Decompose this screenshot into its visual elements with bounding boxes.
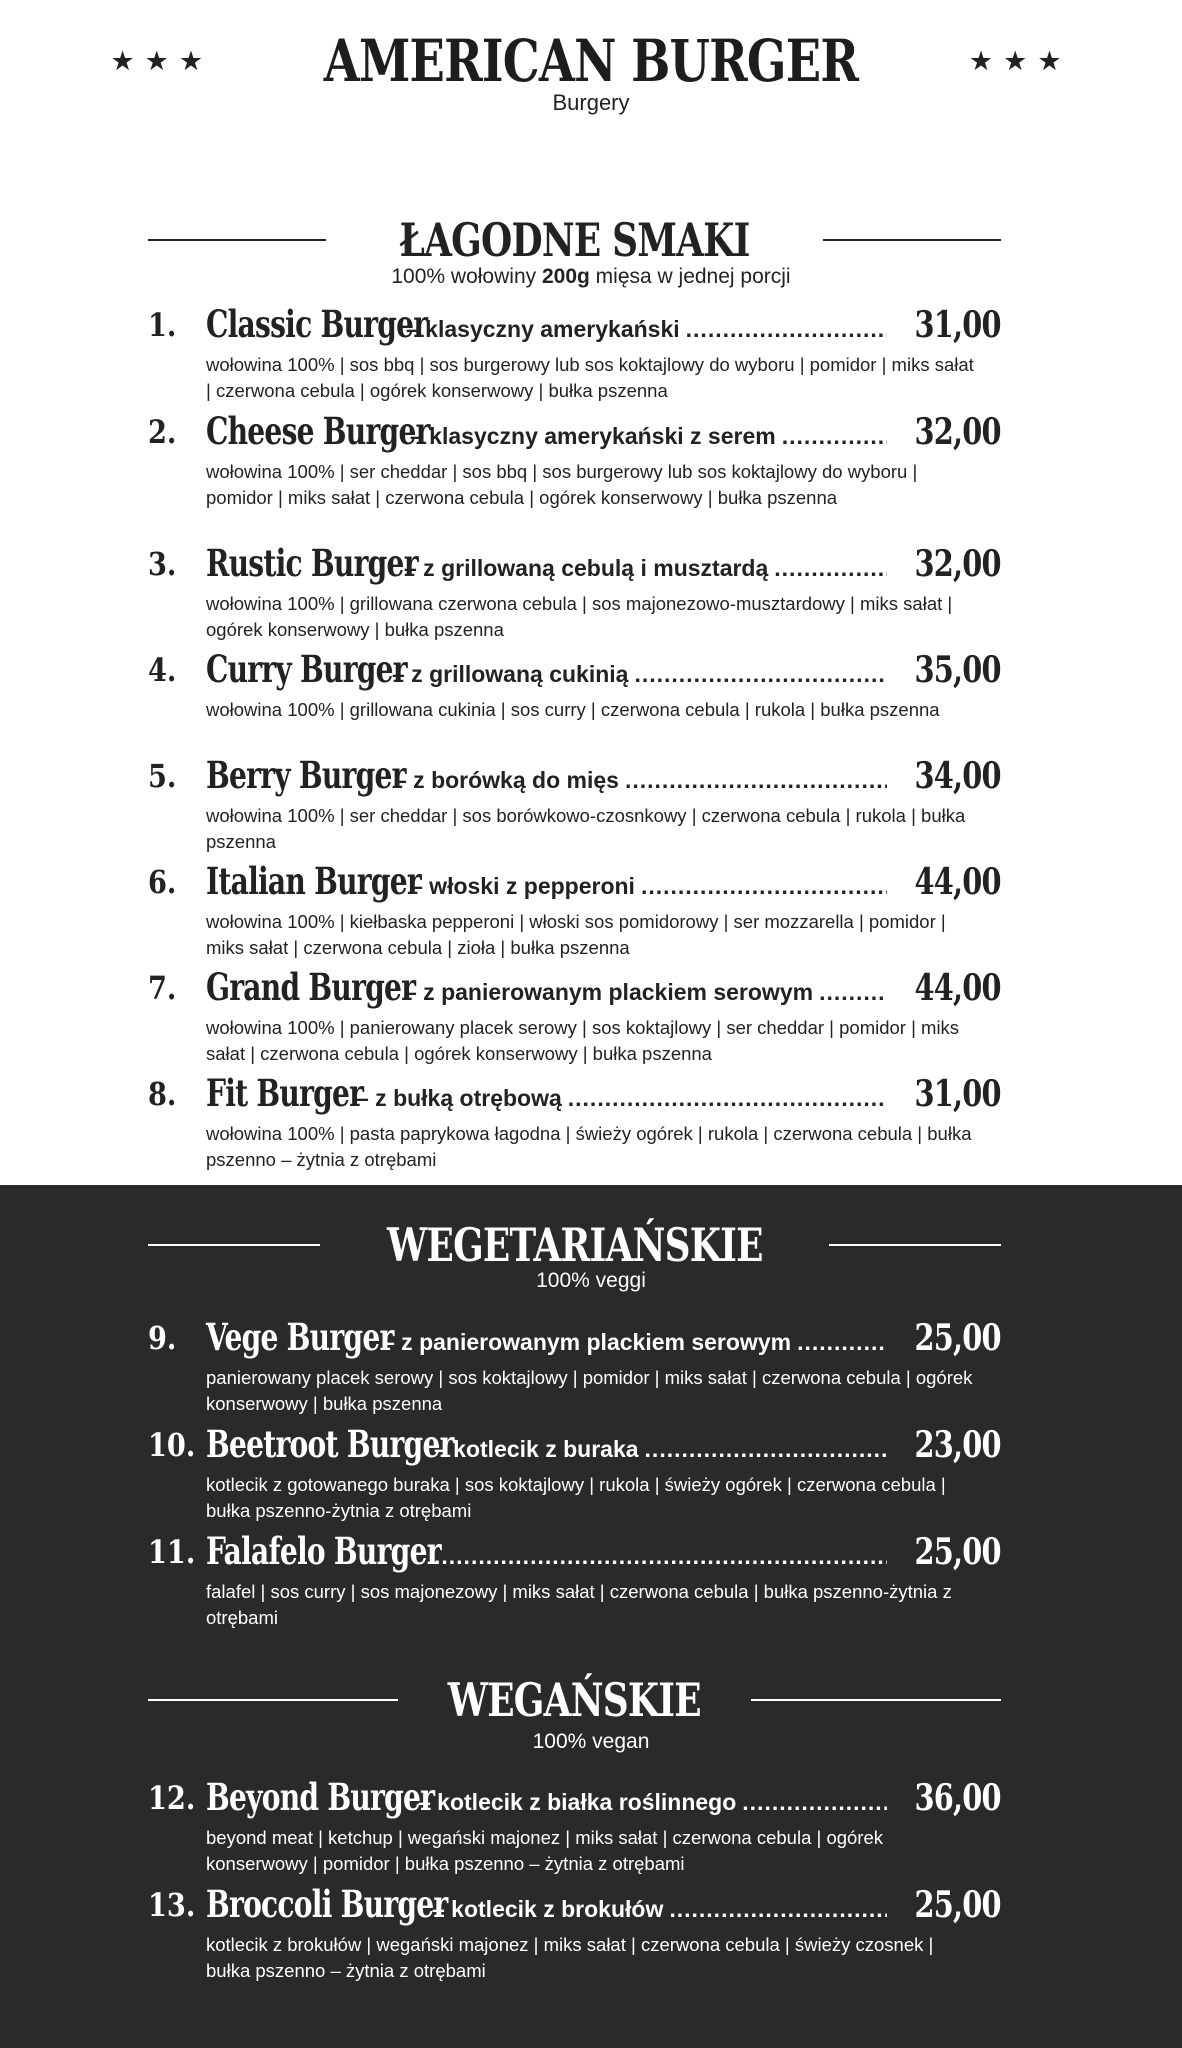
item-ingredients: wołowina 100% | sos bbq | sos burgerowy lub sos koktajlowy do wyboru | pomidor | miks sałat | czerwona cebula | ogórek konserwowy | bułka pszenna (206, 354, 974, 401)
menu-item[interactable] (148, 1315, 1001, 1422)
item-ingredients: wołowina 100% | grillowana czerwona cebula | sos majonezowo-musztardowy | miks sałat | ogórek konserwowy | bułka pszenna (206, 593, 953, 640)
title-rule-right (751, 1699, 1001, 1701)
leader-dots (686, 316, 888, 343)
menu-item[interactable] (148, 647, 1001, 753)
item-name: Vege Burger (206, 1315, 394, 1359)
item-ingredients: kotlecik z gotowanego buraka | sos koktajlowy | rukola | świeży ogórek | czerwona cebula | bułka pszenno-żytnia z otrębami (206, 1474, 946, 1521)
leader-dots (797, 1329, 887, 1356)
item-name: Curry Burger (206, 647, 407, 691)
section-subtitle: 100% vegan (532, 1730, 650, 1753)
menu-item[interactable] (148, 541, 1001, 647)
item-description: – z borówką do mięs (394, 767, 619, 793)
item-name: Falafelo Burger (206, 1529, 441, 1573)
item-description: – z grillowaną cukinią (392, 661, 629, 687)
item-ingredients: wołowina 100% | pasta paprykowa łagodna | świeży ogórek | rukola | czerwona cebula | bułka pszenno – żytnia z otrębami (206, 1123, 972, 1170)
section-title: ŁAGODNE SMAKI (399, 213, 750, 267)
item-description: – z panierowanym plackiem serowym (382, 1329, 792, 1355)
item-description: – klasyczny amerykański (406, 316, 680, 342)
item-ingredients: kotlecik z brokułów | wegański majonez | miks sałat | czerwona cebula | świeży czosnek | bułka pszenno – żytnia z otrębami (206, 1934, 934, 1981)
item-ingredients: beyond meat | ketchup | wegański majonez | miks sałat | czerwona cebula | ogórek konserwowy | pomidor | bułka pszenno – żytnia z otrębami (206, 1827, 884, 1874)
leader-dots (634, 661, 887, 688)
item-description: – z bułką otrębową (356, 1085, 562, 1111)
item-description: – z panierowanym plackiem serowym (404, 979, 814, 1005)
item-number: 2. (148, 413, 177, 451)
item-price: 31,00 (914, 304, 1001, 346)
subtitle-text-end: mięsa w jednej porcji (589, 265, 791, 288)
leader-dots (819, 979, 887, 1006)
item-number: 12. (148, 1779, 196, 1817)
item-name: Berry Burger (206, 753, 406, 797)
item-number: 4. (148, 651, 177, 689)
leader-dots (568, 1085, 888, 1112)
item-name: Beetroot Burger (206, 1422, 454, 1466)
item-number: 7. (148, 969, 177, 1007)
stars-right-icon: ★★★ (968, 45, 1072, 77)
item-ingredients: wołowina 100% | panierowany placek serowy | sos koktajlowy | ser cheddar | pomidor | miks sałat | czerwona cebula | ogórek konserwowy | bułka pszenna (206, 1017, 960, 1064)
item-price: 34,00 (914, 755, 1001, 797)
item-ingredients: wołowina 100% | kiełbaska pepperoni | włoski sos pomidorowy | ser mozzarella | pomidor | miks sałat | czerwona cebula | zioła | bułka pszenna (206, 911, 946, 958)
item-price: 35,00 (914, 649, 1001, 691)
item-price: 32,00 (914, 543, 1001, 585)
item-number: 3. (148, 545, 177, 583)
leader-dots (742, 1789, 887, 1816)
item-ingredients: falafel | sos curry | sos majonezowy | miks sałat | czerwona cebula | bułka pszenno-żytnia z otrębami (206, 1581, 952, 1628)
title-rule-left (148, 239, 326, 241)
item-price: 36,00 (914, 1777, 1001, 1819)
item-name: Grand Burger (206, 965, 416, 1009)
item-name: Broccoli Burger (206, 1882, 448, 1926)
stars-left-icon: ★★★ (110, 45, 214, 77)
item-number: 5. (148, 757, 177, 795)
section-title: WEGETARIAŃSKIE (386, 1218, 763, 1272)
item-price: 44,00 (914, 967, 1001, 1009)
item-price: 44,00 (914, 861, 1001, 903)
item-number: 9. (148, 1319, 177, 1357)
menu-item[interactable] (148, 409, 1001, 541)
menu-item[interactable] (148, 1882, 1001, 1989)
section-title-row (148, 1217, 1001, 1273)
leader-dots (669, 1896, 887, 1923)
item-number: 10. (148, 1426, 196, 1464)
leader-dots (641, 873, 887, 900)
leader-dots (625, 767, 887, 794)
item-price: 31,00 (914, 1073, 1001, 1115)
brand-title: AMERICAN BURGER (323, 27, 859, 95)
title-rule-right (829, 1244, 1001, 1246)
subtitle-text: 100% wołowiny (391, 265, 542, 288)
item-number: 13. (148, 1886, 196, 1924)
item-description: – kotlecik z buraka (434, 1436, 639, 1462)
item-ingredients: wołowina 100% | ser cheddar | sos borówkowo-czosnkowy | czerwona cebula | rukola | bułka pszenna (206, 805, 966, 852)
item-ingredients: wołowina 100% | grillowana cukinia | sos curry | czerwona cebula | rukola | bułka pszenna (206, 699, 940, 720)
leader-dots (645, 1436, 888, 1463)
item-name: Beyond Burger (206, 1775, 435, 1819)
item-name: Italian Burger (206, 859, 421, 903)
subtitle-bold: 200g (541, 265, 590, 288)
section-dark (0, 1185, 1182, 2048)
item-description: – kotlecik z białka roślinnego (418, 1789, 737, 1815)
section-subtitle: 100% veggi (536, 1269, 646, 1292)
item-name: Cheese Burger (206, 409, 430, 453)
item-description: – z grillowaną cebulą i musztardą (404, 555, 769, 581)
item-description: – klasyczny amerykański z serem (410, 423, 776, 449)
section-title-row (148, 1672, 1001, 1728)
item-list (148, 302, 1001, 1177)
item-name: Classic Burger (206, 302, 428, 346)
menu-item[interactable] (148, 302, 1001, 409)
section-subtitle (0, 265, 1182, 289)
menu-item[interactable] (148, 859, 1001, 965)
menu-item[interactable] (148, 1422, 1001, 1529)
item-price: 32,00 (914, 411, 1001, 453)
leader-dots (774, 555, 887, 582)
section-lagodne-smaki (0, 190, 1182, 1185)
title-rule-left (148, 1699, 398, 1701)
item-ingredients: panierowany placek serowy | sos koktajlowy | pomidor | miks sałat | czerwona cebula | ogórek konserwowy | bułka pszenna (206, 1367, 973, 1414)
menu-item[interactable] (148, 1775, 1001, 1882)
brand-subtitle: Burgery (552, 90, 630, 115)
item-number: 11. (148, 1533, 196, 1571)
item-description: – włoski z pepperoni (410, 873, 635, 899)
title-rule-right (823, 239, 1001, 241)
menu-item[interactable] (148, 753, 1001, 859)
item-price: 25,00 (914, 1531, 1001, 1573)
section-title-row (148, 212, 1001, 268)
item-description: – kotlecik z brokułów (432, 1896, 664, 1922)
title-rule-left (148, 1244, 320, 1246)
item-list (148, 1775, 1001, 1989)
item-price: 25,00 (914, 1317, 1001, 1359)
item-number: 8. (148, 1075, 177, 1113)
menu-item[interactable] (148, 1071, 1001, 1177)
menu-item[interactable] (148, 965, 1001, 1071)
leader-dots (434, 1543, 887, 1570)
item-ingredients: wołowina 100% | ser cheddar | sos bbq | sos burgerowy lub sos koktajlowy do wyboru | pomidor | miks sałat | czerwona cebula | ogórek konserwowy | bułka pszenna (206, 461, 918, 508)
item-number: 6. (148, 863, 177, 901)
item-name: Rustic Burger (206, 541, 418, 585)
item-price: 23,00 (914, 1424, 1001, 1466)
leader-dots (782, 423, 888, 450)
item-price: 25,00 (914, 1884, 1001, 1926)
menu-item[interactable] (148, 1529, 1001, 1636)
item-list (148, 1315, 1001, 1636)
section-title: WEGAŃSKIE (447, 1673, 702, 1727)
item-number: 1. (148, 306, 177, 344)
menu-header (0, 28, 1182, 116)
item-name: Fit Burger (206, 1071, 364, 1115)
